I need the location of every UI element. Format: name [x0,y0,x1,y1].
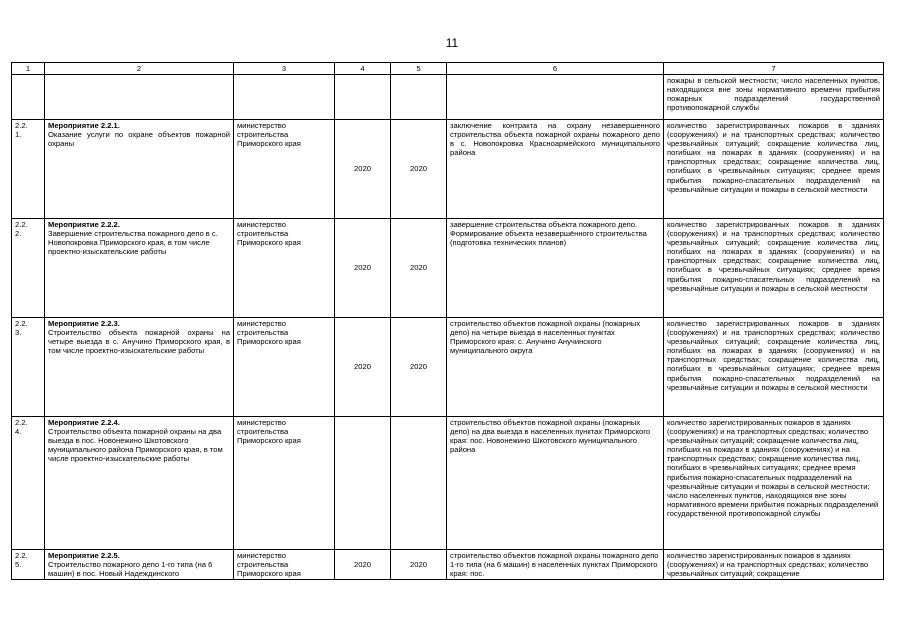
organization-cell: министерство строительства Приморского края [234,417,335,550]
year-end: 2020 [391,550,447,580]
page-number: 11 [445,36,459,50]
indicators-cell: количество зарегистрированных пожаров в зданиях (сооружениях) и на транспортных средствах; количество чрезвычайных ситуаций; сокращение количества лиц, погибших на пожарах в зданиях (сооружениях) и на транспортных средствах; сокращение количества лиц, погибших в чрезвычайных ситуациях; среднее время прибытия пожарно-спасательных подразделений на чрезвычайные ситуации и пожары в сельской местности [664,219,884,318]
header-cell: 4 [335,63,391,75]
measure-title: Мероприятие 2.2.3. [48,319,120,328]
table-row [12,318,884,417]
row-number: 2.2. 4. [12,417,45,550]
header-row [12,63,884,75]
year-end: 2020 [391,318,447,417]
indicators-cell: количество зарегистрированных пожаров в зданиях (сооружениях) и на транспортных средствах; количество чрезвычайных ситуаций; сокращение [664,550,884,580]
header-cell: 6 [447,63,664,75]
header-cell: 2 [45,63,234,75]
indicators-cell: пожары в сельской местности; число населенных пунктов, находящихся вне зоны нормативного времени прибытия пожарных подразделений государственной противопожарной службы [664,75,884,120]
measure-description: Строительство пожарного депо 1-го типа (на 6 машин) в пос. Новый Надеждинского [48,560,213,579]
row-number: 2.2. 3. [12,318,45,417]
row-number: 2.2. 5. [12,550,45,580]
header-cell: 5 [391,63,447,75]
indicators-cell: количество зарегистрированных пожаров в зданиях (сооружениях) и на транспортных средствах; количество чрезвычайных ситуаций; сокращение количества лиц, погибших на пожарах в зданиях (сооружениях) и на транспортных средствах; сокращение количества лиц, погибших в чрезвычайных ситуациях; среднее время прибытия пожарно-спасательных подразделений на чрезвычайные ситуации и пожары в сельской местности; число населенных пунктов, находящихся вне зоны нормативного времени прибытия пожарных подразделений государственной противопожарной службы [664,417,884,550]
measure-title: Мероприятие 2.2.4. [48,418,120,427]
measure-cell [45,219,234,318]
row-number: 2.2. 1. [12,120,45,219]
measures-table [11,62,884,580]
table-row [12,417,884,550]
header-cell: 3 [234,63,335,75]
year-start [335,417,391,550]
result-cell: строительство объектов пожарной охраны (пожарных депо) на два выезда в населенных пунктах Приморского края: пос. Новонежино Шкотовского муниципального района [447,417,664,550]
result-cell: строительство объектов пожарной охраны (пожарных депо) на четыре выезда в населенных пунктах Приморского края: с. Анучино Анучинского муниципального округа [447,318,664,417]
measure-description: Оказание услуги по охране объектов пожарной охраны [48,130,230,149]
measure-cell [45,120,234,219]
measure-cell [45,550,234,580]
year-start: 2020 [335,120,391,219]
organization-cell: министерство строительства Приморского края [234,219,335,318]
table-row [12,219,884,318]
organization-cell: министерство строительства Приморского края [234,318,335,417]
table-row-continued [12,75,884,120]
organization-cell: министерство строительства Приморского края [234,550,335,580]
organization-cell: министерство строительства Приморского края [234,120,335,219]
result-cell: строительство объектов пожарной охраны пожарного депо 1-го типа (на 6 машин) в населенных пунктах Приморского края: пос. [447,550,664,580]
year-end [391,417,447,550]
result-cell: заключение контракта на охрану незавершенного строительства объекта пожарной охраны пожарного депо в с. Новопокровка Красноармейского муниципального района [447,120,664,219]
measure-title: Мероприятие 2.2.5. [48,551,120,560]
measure-cell [45,318,234,417]
year-start: 2020 [335,219,391,318]
year-end: 2020 [391,120,447,219]
measure-description: Строительство объекта пожарной охраны на четыре выезда в с. Анучино Приморского края, в том числе проектно-изыскательские работы [48,328,230,356]
indicators-cell: количество зарегистрированных пожаров в зданиях (сооружениях) и на транспортных средствах; количество чрезвычайных ситуаций; сокращение количества лиц, погибших на пожарах в зданиях (сооружениях) и на транспортных средствах; сокращение количества лиц, погибших в чрезвычайных ситуациях; среднее время прибытия пожарно-спасательных подразделений на чрезвычайные ситуации и пожары в сельской местности [664,318,884,417]
measure-title: Мероприятие 2.2.1. [48,121,120,130]
table-row [12,550,884,580]
measure-cell [45,417,234,550]
header-cell: 1 [12,63,45,75]
result-cell: завершение строительства объекта пожарного депо. Формирование объекта незавершённого строительства (подготовка технических планов) [447,219,664,318]
header-cell: 7 [664,63,884,75]
row-number: 2.2. 2. [12,219,45,318]
year-start: 2020 [335,550,391,580]
measure-description: Строительство объекта пожарной охраны на два выезда в пос. Новонежино Шкотовского муниципального района Приморского края, в том числе проектно-изыскательские работы [48,427,223,464]
year-start: 2020 [335,318,391,417]
measure-description: Завершение строительства пожарного депо в с. Новопокровка Приморского края, в том числе проектно-изыскательские работы [48,229,218,257]
year-end: 2020 [391,219,447,318]
indicators-cell: количество зарегистрированных пожаров в зданиях (сооружениях) и на транспортных средствах; количество чрезвычайных ситуаций; сокращение количества лиц, погибших на пожарах в зданиях (сооружениях) и на транспортных средствах; сокращение количества лиц, погибших в чрезвычайных ситуациях; среднее время прибытия пожарно-спасательных подразделений на чрезвычайные ситуации и пожары в сельской местности [664,120,884,219]
measure-title: Мероприятие 2.2.2. [48,220,120,229]
table-row [12,120,884,219]
